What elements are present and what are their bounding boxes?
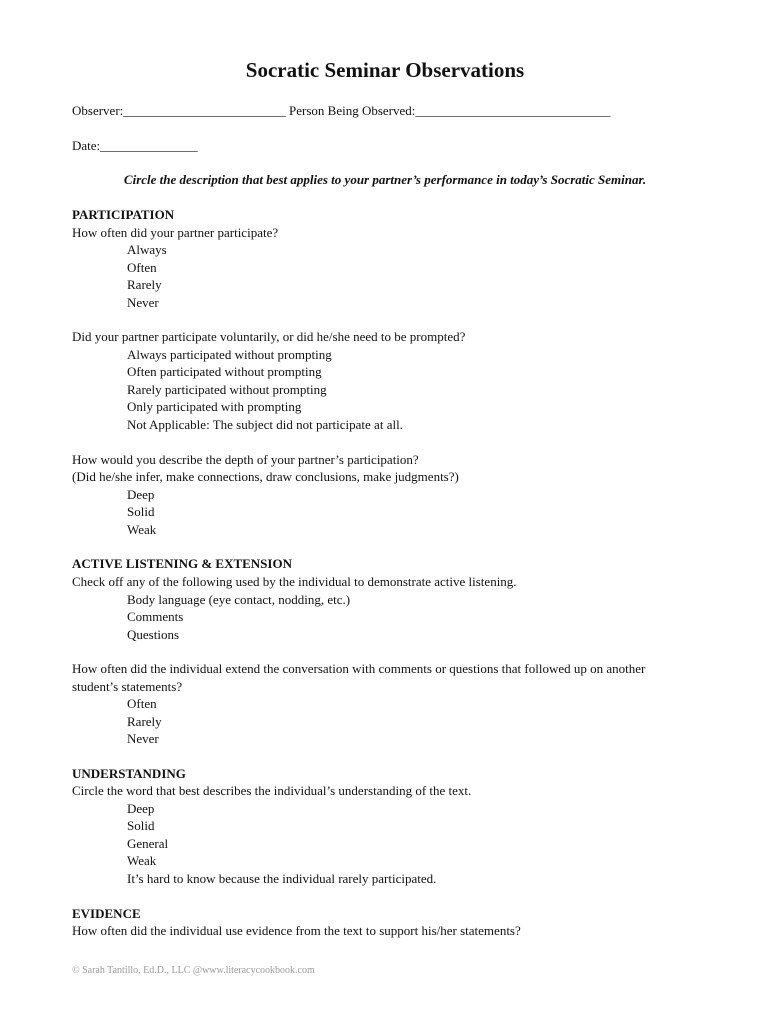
option-extend-rarely[interactable]: Rarely [127,714,162,729]
participation-question-1: How often did your partner participate? [72,225,279,240]
option-body-language[interactable]: Body language (eye contact, nodding, etc.) [127,592,351,607]
observer-line: Observer:_________________________ Person Being Observed:______________________________ [72,103,611,118]
page-title: Socratic Seminar Observations [245,58,525,82]
option-extend-often[interactable]: Often [127,696,157,711]
copyright-footer: © Sarah Tantillo, Ed.D., LLC @www.literacycookbook.com [72,965,315,976]
active-listening-question-2-cont: student’s statements? [72,679,183,694]
option-rarely-without-prompting[interactable]: Rarely participated without prompting [127,382,327,397]
evidence-heading: EVIDENCE [72,906,141,921]
date-line: Date:_______________ [72,138,198,153]
option-hard-to-know[interactable]: It’s hard to know because the individual rarely participated. [127,871,437,886]
option-solid[interactable]: Solid [127,504,155,519]
active-listening-heading: ACTIVE LISTENING & EXTENSION [72,556,292,571]
option-always-without-prompting[interactable]: Always participated without prompting [127,347,332,362]
participation-question-3: How would you describe the depth of your partner’s participation? [72,452,419,467]
participation-heading: PARTICIPATION [72,207,175,222]
active-listening-question-2: How often did the individual extend the conversation with comments or questions that followed up on another [72,661,646,676]
evidence-question-1: How often did the individual use evidence from the text to support his/her statements? [72,923,521,938]
option-never[interactable]: Never [127,295,159,310]
option-understanding-general[interactable]: General [127,836,169,851]
active-listening-question-1: Check off any of the following used by the individual to demonstrate active listening. [72,574,517,589]
option-understanding-solid[interactable]: Solid [127,818,155,833]
option-extend-never[interactable]: Never [127,731,159,746]
option-understanding-weak[interactable]: Weak [127,853,157,868]
option-not-applicable[interactable]: Not Applicable: The subject did not participate at all. [127,417,403,432]
option-questions[interactable]: Questions [127,627,179,642]
instruction-text: Circle the description that best applies to your partner’s performance in today’s Socratic Seminar. [123,172,647,187]
understanding-heading: UNDERSTANDING [72,766,186,781]
option-weak[interactable]: Weak [127,522,157,537]
option-rarely[interactable]: Rarely [127,277,162,292]
understanding-question-1: Circle the word that best describes the individual’s understanding of the text. [72,783,472,798]
option-only-with-prompting[interactable]: Only participated with prompting [127,399,302,414]
participation-question-3-detail: (Did he/she infer, make connections, draw conclusions, make judgments?) [72,469,459,484]
option-always[interactable]: Always [127,242,167,257]
option-deep[interactable]: Deep [127,487,155,502]
option-often-without-prompting[interactable]: Often participated without prompting [127,364,322,379]
participation-question-2: Did your partner participate voluntarily, or did he/she need to be prompted? [72,329,466,344]
option-comments[interactable]: Comments [127,609,184,624]
option-understanding-deep[interactable]: Deep [127,801,155,816]
option-often[interactable]: Often [127,260,157,275]
